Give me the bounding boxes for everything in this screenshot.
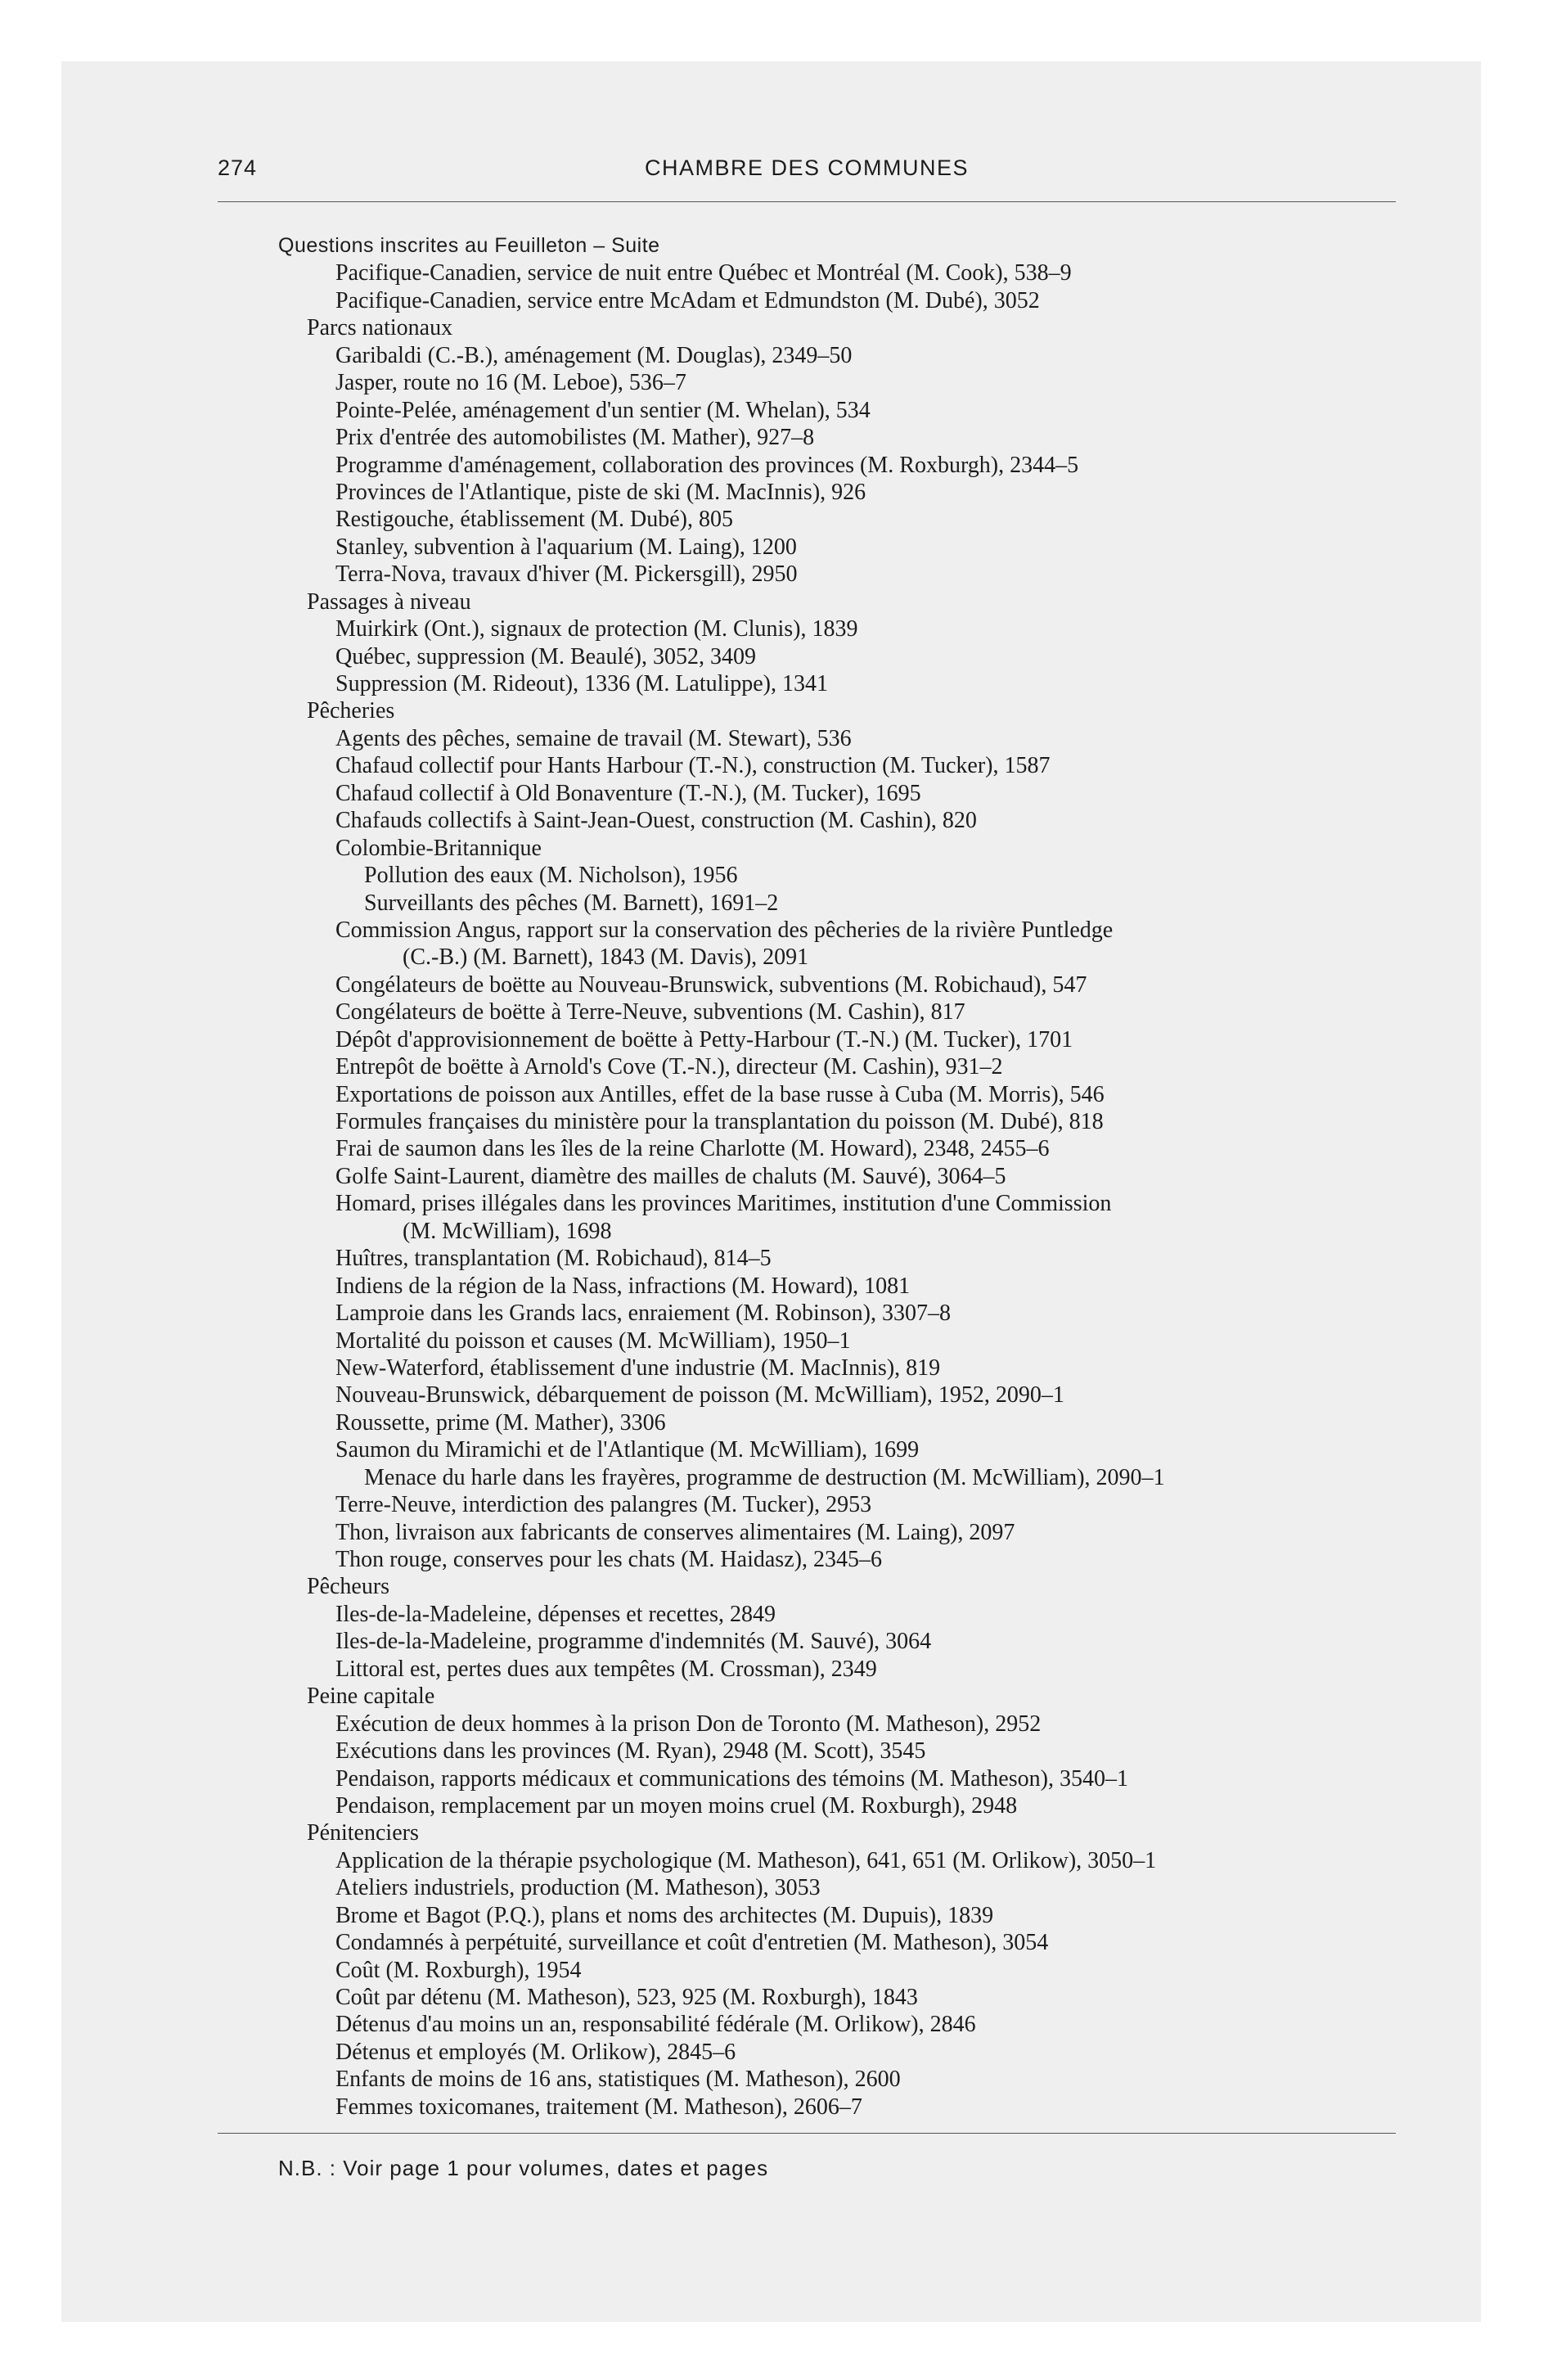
index-entry: Québec, suppression (M. Beaulé), 3052, 3409 bbox=[335, 643, 757, 669]
index-entry: Stanley, subvention à l'aquarium (M. Laing), 1200 bbox=[335, 534, 797, 560]
index-entry: Terra-Nova, travaux d'hiver (M. Pickersgill), 2950 bbox=[335, 561, 798, 588]
index-entry: Coût (M. Roxburgh), 1954 bbox=[335, 1957, 582, 1983]
index-entry: Congélateurs de boëtte à Terre-Neuve, subventions (M. Cashin), 817 bbox=[335, 999, 965, 1025]
index-entry: Pendaison, remplacement par un moyen moins cruel (M. Roxburgh), 2948 bbox=[335, 1792, 1018, 1819]
index-entry: Littoral est, pertes dues aux tempêtes (M. Crossman), 2349 bbox=[335, 1656, 877, 1682]
index-entry: Mortalité du poisson et causes (M. McWilliam), 1950–1 bbox=[335, 1327, 851, 1354]
index-entry: Frai de saumon dans les îles de la reine Charlotte (M. Howard), 2348, 2455–6 bbox=[335, 1136, 1050, 1162]
index-entry: Chafaud collectif pour Hants Harbour (T.-N.), construction (M. Tucker), 1587 bbox=[335, 753, 1051, 779]
index-entry: Femmes toxicomanes, traitement (M. Matheson), 2606–7 bbox=[335, 2094, 862, 2120]
index-entry: (C.-B.) (M. Barnett), 1843 (M. Davis), 2091 bbox=[403, 944, 809, 971]
index-entry: Iles-de-la-Madeleine, dépenses et recettes, 2849 bbox=[335, 1601, 776, 1627]
index-entry: Exécution de deux hommes à la prison Don de Toronto (M. Matheson), 2952 bbox=[335, 1711, 1042, 1737]
index-entry: Restigouche, établissement (M. Dubé), 805 bbox=[335, 507, 734, 533]
index-entry: Condamnés à perpétuité, surveillance et coût d'entretien (M. Matheson), 3054 bbox=[335, 1930, 1049, 1956]
index-entry: Garibaldi (C.-B.), aménagement (M. Douglas), 2349–50 bbox=[335, 342, 853, 368]
index-entry: Roussette, prime (M. Mather), 3306 bbox=[335, 1409, 666, 1436]
index-entry: Terre-Neuve, interdiction des palangres (M. Tucker), 2953 bbox=[335, 1492, 872, 1518]
index-entry: Exécutions dans les provinces (M. Ryan), 2948 (M. Scott), 3545 bbox=[335, 1738, 926, 1765]
index-entry: Ateliers industriels, production (M. Matheson), 3053 bbox=[335, 1875, 821, 1901]
index-entry: Nouveau-Brunswick, débarquement de poisson (M. McWilliam), 1952, 2090–1 bbox=[335, 1382, 1064, 1409]
index-entry: Congélateurs de boëtte au Nouveau-Brunswick, subventions (M. Robichaud), 547 bbox=[335, 971, 1087, 998]
index-entry: Indiens de la région de la Nass, infractions (M. Howard), 1081 bbox=[335, 1273, 911, 1299]
index-entry: Programme d'aménagement, collaboration des provinces (M. Roxburgh), 2344–5 bbox=[335, 452, 1079, 478]
index-entry: Pollution des eaux (M. Nicholson), 1956 bbox=[364, 863, 738, 889]
footer-rule bbox=[218, 2133, 1396, 2134]
index-entries bbox=[278, 259, 1424, 2121]
index-entry: Détenus d'au moins un an, responsabilité fédérale (M. Orlikow), 2846 bbox=[335, 2012, 976, 2038]
index-entry: Lamproie dans les Grands lacs, enraiement (M. Robinson), 3307–8 bbox=[335, 1300, 951, 1327]
index-heading: Pêcheries bbox=[307, 698, 395, 724]
index-entry: Pacifique-Canadien, service entre McAdam et Edmundston (M. Dubé), 3052 bbox=[335, 287, 1040, 313]
index-entry: Suppression (M. Rideout), 1336 (M. Latulippe), 1341 bbox=[335, 671, 828, 696]
index-entry: Chafaud collectif à Old Bonaventure (T.-N.), (M. Tucker), 1695 bbox=[335, 780, 921, 806]
index-heading: Peine capitale bbox=[307, 1684, 435, 1710]
index-entry: Thon rouge, conserves pour les chats (M. Haidasz), 2345–6 bbox=[335, 1547, 882, 1572]
index-entry: Prix d'entrée des automobilistes (M. Mather), 927–8 bbox=[335, 425, 815, 451]
index-entry: Muirkirk (Ont.), signaux de protection (M. Clunis), 1839 bbox=[335, 616, 858, 642]
index-entry: Colombie-Britannique bbox=[335, 835, 542, 861]
index-entry: Jasper, route no 16 (M. Leboe), 536–7 bbox=[335, 370, 686, 396]
index-entry: Pendaison, rapports médicaux et communications des témoins (M. Matheson), 3540–1 bbox=[335, 1765, 1128, 1792]
index-heading: Pénitenciers bbox=[307, 1820, 419, 1846]
index-entry: Agents des pêches, semaine de travail (M. Stewart), 536 bbox=[335, 725, 852, 751]
index-heading: Pêcheurs bbox=[307, 1574, 390, 1600]
index-entry: Homard, prises illégales dans les provinces Maritimes, institution d'une Commission bbox=[335, 1191, 1112, 1217]
index-heading: Passages à niveau bbox=[307, 588, 471, 615]
index-entry: Huîtres, transplantation (M. Robichaud), 814–5 bbox=[335, 1246, 772, 1272]
index-entry: Saumon du Miramichi et de l'Atlantique (M. McWilliam), 1699 bbox=[335, 1437, 920, 1463]
index-entry: Application de la thérapie psychologique (M. Matheson), 641, 651 (M. Orlikow), 3050–1 bbox=[335, 1847, 1157, 1873]
header-rule bbox=[218, 201, 1396, 202]
index-entry: Exportations de poisson aux Antilles, effet de la base russe à Cuba (M. Morris), 546 bbox=[335, 1081, 1105, 1107]
page-number: 274 bbox=[218, 156, 258, 180]
running-title: CHAMBRE DES COMMUNES bbox=[644, 156, 970, 180]
index-entry: Chafauds collectifs à Saint-Jean-Ouest, construction (M. Cashin), 820 bbox=[335, 808, 977, 834]
index-entry: Surveillants des pêches (M. Barnett), 1691–2 bbox=[364, 890, 779, 916]
index-entry: Coût par détenu (M. Matheson), 523, 925 (M. Roxburgh), 1843 bbox=[335, 1985, 918, 2010]
index-entry: Brome et Bagot (P.Q.), plans et noms des architectes (M. Dupuis), 1839 bbox=[335, 1902, 994, 1928]
index-entry: Provinces de l'Atlantique, piste de ski (M. MacInnis), 926 bbox=[335, 479, 866, 505]
page-header bbox=[218, 156, 1396, 188]
index-entry: Dépôt d'approvisionnement de boëtte à Petty-Harbour (T.-N.) (M. Tucker), 1701 bbox=[335, 1026, 1073, 1053]
index-entry: Entrepôt de boëtte à Arnold's Cove (T.-N.), directeur (M. Cashin), 931–2 bbox=[335, 1054, 1003, 1080]
index-heading: Parcs nationaux bbox=[307, 315, 453, 341]
index-entry: Détenus et employés (M. Orlikow), 2845–6 bbox=[335, 2039, 736, 2065]
section-heading: Questions inscrites au Feuilleton – Suite bbox=[278, 234, 660, 257]
index-entry: Menace du harle dans les frayères, programme de destruction (M. McWilliam), 2090–1 bbox=[364, 1464, 1165, 1490]
index-entry: Formules françaises du ministère pour la transplantation du poisson (M. Dubé), 818 bbox=[335, 1109, 1104, 1134]
index-entry: Thon, livraison aux fabricants de conserves alimentaires (M. Laing), 2097 bbox=[335, 1519, 1015, 1545]
index-entry: Pointe-Pelée, aménagement d'un sentier (M. Whelan), 534 bbox=[335, 397, 871, 423]
index-entry: New-Waterford, établissement d'une industrie (M. MacInnis), 819 bbox=[335, 1355, 941, 1381]
index-list bbox=[278, 232, 1424, 2121]
index-entry: Enfants de moins de 16 ans, statistiques (M. Matheson), 2600 bbox=[335, 2067, 901, 2093]
index-entry: Golfe Saint-Laurent, diamètre des mailles de chaluts (M. Sauvé), 3064–5 bbox=[335, 1163, 1006, 1189]
footer-note: N.B. : Voir page 1 pour volumes, dates et pages bbox=[278, 2156, 769, 2180]
index-entry: (M. McWilliam), 1698 bbox=[403, 1218, 612, 1244]
index-entry: Commission Angus, rapport sur la conservation des pêcheries de la rivière Puntledge bbox=[335, 917, 1114, 943]
index-entry: Iles-de-la-Madeleine, programme d'indemnités (M. Sauvé), 3064 bbox=[335, 1629, 932, 1655]
index-entry: Pacifique-Canadien, service de nuit entre Québec et Montréal (M. Cook), 538–9 bbox=[335, 260, 1072, 286]
